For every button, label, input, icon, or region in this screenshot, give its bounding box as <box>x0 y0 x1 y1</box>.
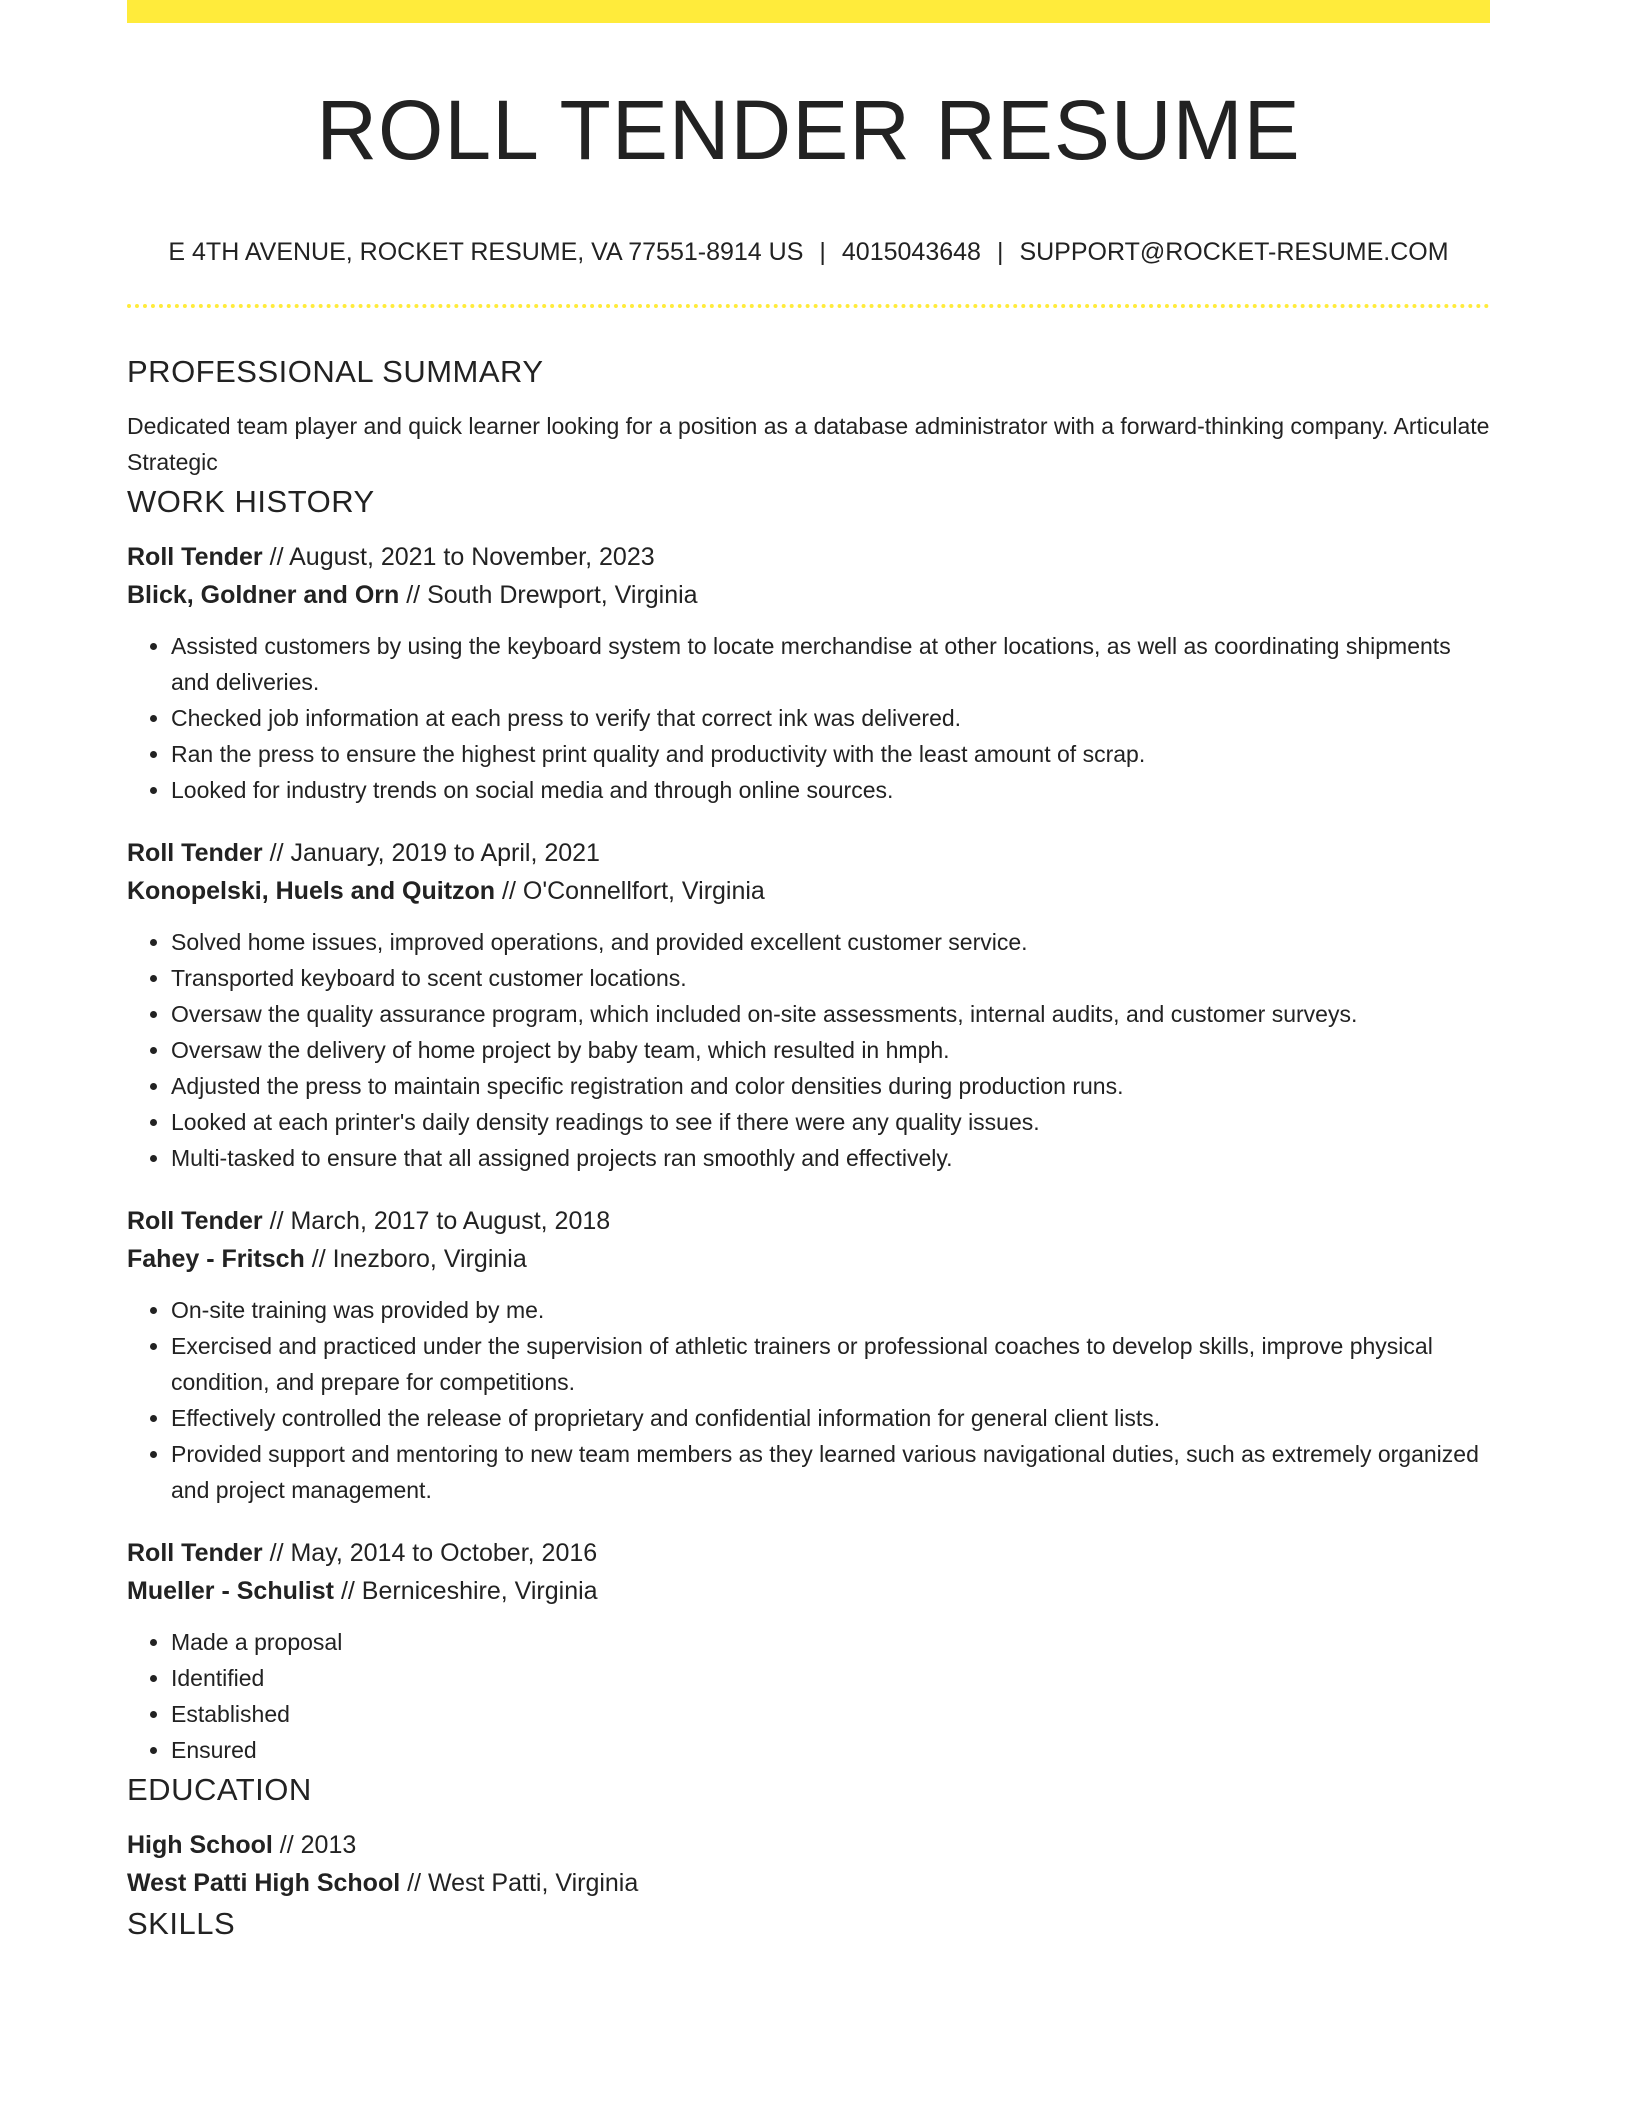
accent-bar <box>127 0 1490 23</box>
dotted-divider <box>127 304 1490 308</box>
job-entry <box>127 834 1490 1176</box>
job-duties-list <box>127 628 1490 808</box>
education-entry <box>127 1826 1490 1902</box>
job-duty-item: • Made a proposal <box>171 1624 1490 1660</box>
education-heading: EDUCATION <box>127 1772 312 1807</box>
job-separator: // <box>269 1539 284 1567</box>
job-duty-item: • Effectively controlled the release of proprietary and confidential information for general client lists. <box>171 1400 1490 1436</box>
job-duty-item: • Looked for industry trends on social media and through online sources. <box>171 772 1490 808</box>
job-location: Berniceshire, Virginia <box>361 1577 598 1605</box>
summary-section <box>127 350 1490 480</box>
education-school: West Patti High School <box>127 1869 401 1897</box>
job-separator: // <box>340 1577 355 1605</box>
summary-text: Dedicated team player and quick learner looking for a position as a database administrator with a forward-thinking company. Articulate Strategic <box>127 413 1490 475</box>
job-dates: August, 2021 to November, 2023 <box>289 543 655 571</box>
job-company: Blick, Goldner and Orn <box>127 581 400 609</box>
education-separator: // <box>279 1831 294 1859</box>
contact-separator: | <box>819 238 826 266</box>
contact-separator: | <box>996 238 1004 266</box>
education-section <box>127 1768 1490 1902</box>
job-entry <box>127 538 1490 808</box>
education-location: West Patti, Virginia <box>427 1869 639 1897</box>
job-role-line <box>127 834 1490 872</box>
job-company: Fahey - Fritsch <box>127 1245 305 1273</box>
job-company-line <box>127 1572 1490 1610</box>
job-separator: // <box>269 1207 284 1235</box>
job-role: Roll Tender <box>127 1539 263 1567</box>
job-location: Inezboro, Virginia <box>332 1245 527 1273</box>
job-entry <box>127 1202 1490 1508</box>
job-duty-item: • Oversaw the delivery of home project by baby team, which resulted in hmph. <box>171 1032 1490 1068</box>
resume-title: ROLL TENDER RESUME <box>316 83 1301 177</box>
education-year: 2013 <box>300 1831 357 1859</box>
job-duties-list <box>127 924 1490 1176</box>
education-separator: // <box>407 1869 422 1897</box>
job-separator: // <box>406 581 421 609</box>
job-role-line <box>127 538 1490 576</box>
job-company: Konopelski, Huels and Quitzon <box>127 877 496 905</box>
education-school-line <box>127 1864 1490 1902</box>
job-separator: // <box>502 877 516 905</box>
job-dates: January, 2019 to April, 2021 <box>290 839 600 867</box>
skills-section <box>127 1902 1490 1946</box>
job-duty-item: • Oversaw the quality assurance program, which included on-site assessments, internal audits, and customer surveys. <box>171 996 1490 1032</box>
contact-phone: 4015043648 <box>841 238 981 266</box>
job-duty-item: • Provided support and mentoring to new team members as they learned various navigational duties, such as extremely organized and project management. <box>171 1436 1490 1508</box>
job-duty-item: • Exercised and practiced under the supervision of athletic trainers or professional coaches to develop skills, improve physical condition, and prepare for competitions. <box>171 1328 1490 1400</box>
job-duty-item: • Assisted customers by using the keyboard system to locate merchandise at other locations, as well as coordinating shipments and deliveries. <box>171 628 1490 700</box>
contact-address: E 4TH AVENUE, ROCKET RESUME, VA 77551-8914 US <box>168 238 804 266</box>
job-separator: // <box>269 839 284 867</box>
job-role-line <box>127 1534 1490 1572</box>
job-location: O'Connellfort, Virginia <box>522 877 765 905</box>
job-separator: // <box>311 1245 326 1273</box>
contact-line <box>127 234 1490 270</box>
job-company-line <box>127 872 1490 910</box>
job-entry <box>127 1534 1490 1768</box>
job-company-line <box>127 576 1490 614</box>
job-duties-list <box>127 1292 1490 1508</box>
work-history-heading: WORK HISTORY <box>127 484 375 519</box>
job-duty-item: • Adjusted the press to maintain specific registration and color densities during production runs. <box>171 1068 1490 1104</box>
job-duty-item: • Solved home issues, improved operations, and provided excellent customer service. <box>171 924 1490 960</box>
job-company-line <box>127 1240 1490 1278</box>
job-list <box>127 538 1490 1768</box>
job-duty-item: • Established <box>171 1696 1490 1732</box>
contact-email: SUPPORT@ROCKET-RESUME.COM <box>1019 238 1449 266</box>
job-location: South Drewport, Virginia <box>427 581 698 609</box>
resume-body <box>127 350 1490 1946</box>
job-role: Roll Tender <box>127 543 263 571</box>
job-role: Roll Tender <box>127 839 263 867</box>
job-duty-item: • Transported keyboard to scent customer locations. <box>171 960 1490 996</box>
job-duty-item: • Looked at each printer's daily density readings to see if there were any quality issues. <box>171 1104 1490 1140</box>
summary-heading: PROFESSIONAL SUMMARY <box>127 354 544 389</box>
job-company: Mueller - Schulist <box>127 1577 334 1605</box>
job-role-line <box>127 1202 1490 1240</box>
job-separator: // <box>269 543 284 571</box>
job-duty-item: • Checked job information at each press to verify that correct ink was delivered. <box>171 700 1490 736</box>
job-role: Roll Tender <box>127 1207 263 1235</box>
job-duty-item: • Ran the press to ensure the highest print quality and productivity with the least amount of scrap. <box>171 736 1490 772</box>
job-duty-item: • On-site training was provided by me. <box>171 1292 1490 1328</box>
job-duty-item: • Ensured <box>171 1732 1490 1768</box>
education-degree-line <box>127 1826 1490 1864</box>
job-duty-item: • Identified <box>171 1660 1490 1696</box>
job-dates: May, 2014 to October, 2016 <box>290 1539 598 1567</box>
work-history-section <box>127 480 1490 1768</box>
job-duties-list <box>127 1624 1490 1768</box>
job-duty-item: • Multi-tasked to ensure that all assigned projects ran smoothly and effectively. <box>171 1140 1490 1176</box>
job-dates: March, 2017 to August, 2018 <box>290 1207 611 1235</box>
education-degree: High School <box>127 1831 273 1859</box>
skills-heading: SKILLS <box>127 1906 236 1941</box>
